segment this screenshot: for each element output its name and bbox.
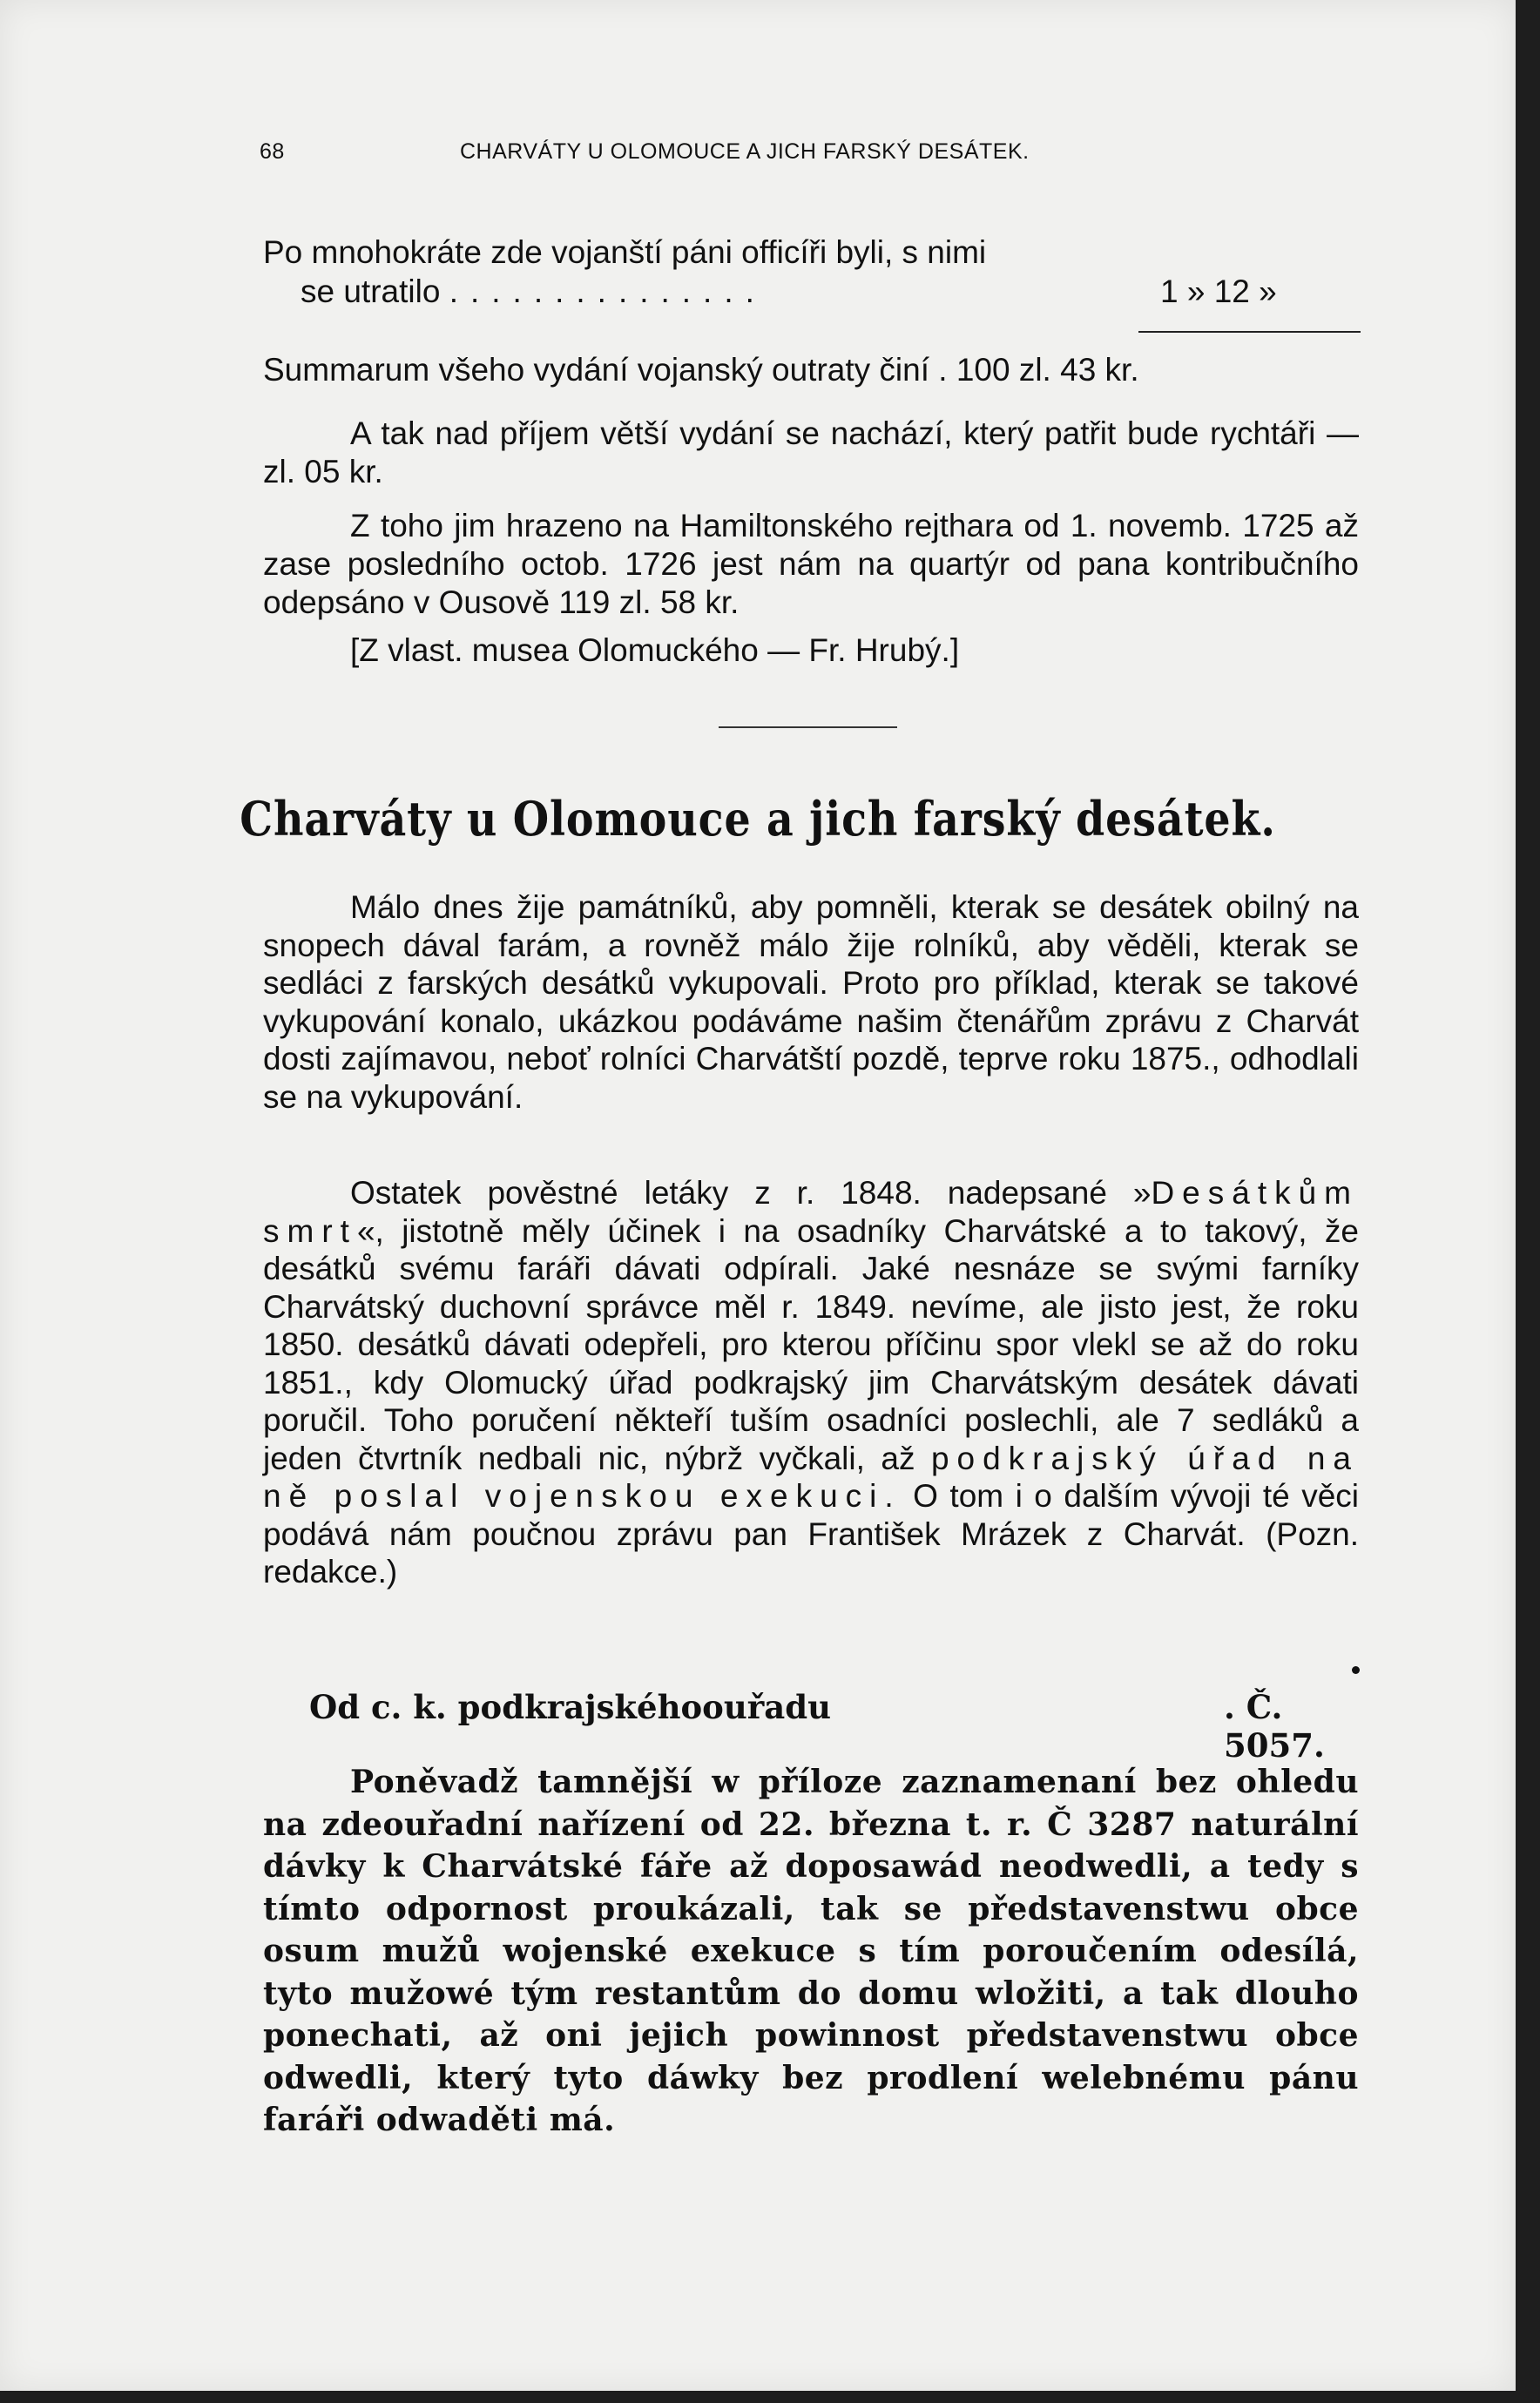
account-para-1: A tak nad příjem větší vydání se nachází, který patřit bude rychtáři — zl. 05 kr. <box>263 415 1359 489</box>
running-title: CHARVÁTY U OLOMOUCE A JICH FARSKÝ DESÁTEK. <box>460 139 1030 164</box>
scan-edge-bottom <box>0 2391 1540 2403</box>
section-divider <box>719 726 897 728</box>
account-para-2: Z toho jim hrazeno na Hamiltonského rejthara od 1. novemb. 1725 až zase posledního octob. 1726 jest nám na quartýr od pana kontribučního odepsáno v Ousově 119 zl. 58 kr. <box>263 508 1359 620</box>
article-para-2 <box>263 1174 1359 1591</box>
document-text: Poněvadž tamnější w příloze zaznamenaní bez ohledu na zdeouřadní nařízení od 22. března t. r. Č 3287 naturální dávky k Charvátské fáře až doposawád neodwedli, a tedy s tímto odpornost prouká​zali, tak se představenstwu obce osum mužů wojenské exekuce s tím poroučením odesílá, tyto mužowé tým restantům do domu wložiti, a tak dlouho ponechati, až oni jejich powinnost představenstwu obce odwedli, který tyto dáwky bez prodlení welebnému pánu faráři odwaděti má. <box>263 1764 1359 2138</box>
account-summary: Summarum všeho vydání vojanský outraty činí . 100 zl. 43 kr. <box>263 352 1139 388</box>
ink-dot <box>1352 1666 1360 1674</box>
sum-rule <box>1138 331 1361 333</box>
article-title: Charváty u Olomouce a jich farský desátek. <box>240 791 1276 847</box>
para-2-part-a: Ostatek pověstné letáky z r. 1848. nadepsané » <box>350 1175 1152 1211</box>
account-line-1: Po mnohokráte zde vojanští páni officíři byli, s nimi <box>263 234 987 270</box>
para-2-part-b: «, jistotně měly účinek i na osadníky Charvátské a to takový, že desátků svému faráři dávati odpírali. Jaké nesnáze se svými farníky Charvátský duchovní správce měl r. 1849. nevíme, ale jisto jest, že roku 1850. desátků dávati odepřeli, pro kterou příčinu spor vlekl se až do roku 1851., kdy Olomucký úřad podkrajský jim Charvátským desátek dávati poručil. Toho poručení někteří tuším osadníci poslechli, ale 7 sedláků a jeden čtvrtník nedbali nic, nýbrž vyčkali, až <box>263 1212 1359 1476</box>
para-2-spaced-1: Desátkům smrt <box>263 1175 1359 1249</box>
account-line-2-dots: ............... <box>449 273 767 309</box>
para-2-spaced-2: podkrajský úřad na ně poslal vojenskou exekuci. <box>263 1440 1359 1514</box>
account-line-2 <box>301 273 767 311</box>
document-heading <box>309 1688 1325 1765</box>
source-note: [Z vlast. musea Olomuckého — Fr. Hrubý.] <box>350 632 960 668</box>
account-line-2-label: se utratilo <box>301 273 441 309</box>
page-number: 68 <box>260 139 285 164</box>
account-line-2-value: 1 » 12 » <box>1160 273 1277 309</box>
scan-edge-right <box>1516 0 1540 2403</box>
document-reference: . Č. 5057. <box>1224 1688 1325 1765</box>
article-para-1: Málo dnes žije památníků, aby pomněli, kterak se desátek obilný na snopech dával farám, a rovněž málo žije rolníků, aby věděli, kterak se sedláci z farských desátků vykupovali. Proto pro příklad, kterak se takové vykupování konalo, ukázkou podáváme našim čtenářům zprávu z Charvát dosti zajímavou, neboť rolníci Charvátští pozdě, teprve roku 1875., odhodlali se na vykupování. <box>263 889 1359 1115</box>
document-office: Od c. k. podkrajskéhoouřadu <box>309 1688 831 1726</box>
para-2-part-c: O tom i o dalším vývoji té věci podává nám poučnou zprávu pan František Mrázek z Charvát. (Pozn. redakce.) <box>263 1478 1359 1590</box>
